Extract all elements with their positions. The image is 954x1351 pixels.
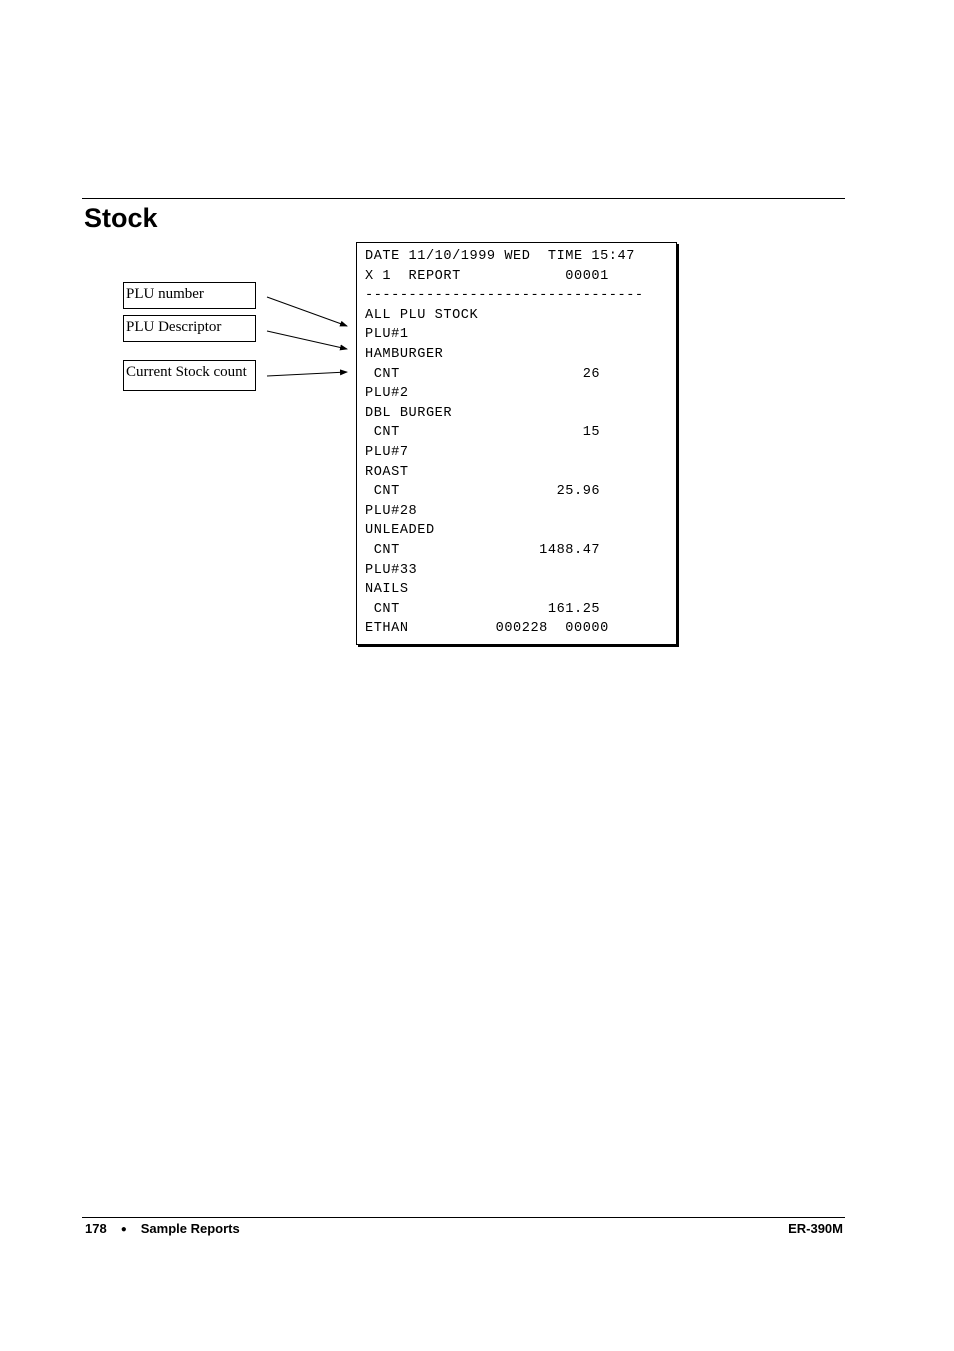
callout-stock-count: Current Stock count xyxy=(123,360,256,391)
footer-rule xyxy=(82,1217,845,1218)
callout-plu-descriptor: PLU Descriptor xyxy=(123,315,256,342)
receipt-line: ALL PLU STOCK xyxy=(365,307,479,323)
receipt-line: PLU#2 xyxy=(365,386,409,402)
receipt-line: CNT 25.96 xyxy=(365,484,601,500)
receipt-line: PLU#33 xyxy=(365,562,418,578)
arrow-stock-count xyxy=(267,372,347,376)
receipt-line: X 1 REPORT 00001 xyxy=(365,268,609,284)
receipt-line: ETHAN 000228 00000 xyxy=(365,621,609,637)
receipt-line: DBL BURGER xyxy=(365,405,453,421)
receipt-line: PLU#7 xyxy=(365,444,409,460)
receipt-line: CNT 26 xyxy=(365,366,601,382)
receipt-line: PLU#28 xyxy=(365,503,418,519)
footer-model: ER-390M xyxy=(788,1221,843,1236)
receipt-line: CNT 161.25 xyxy=(365,601,601,617)
section-name: Sample Reports xyxy=(140,1221,240,1236)
receipt-line: UNLEADED xyxy=(365,523,435,539)
arrow-plu-number xyxy=(267,297,347,326)
receipt-line: -------------------------------- xyxy=(365,288,644,304)
receipt-line: PLU#1 xyxy=(365,327,409,343)
receipt-line: DATE 11/10/1999 WED TIME 15:47 xyxy=(365,249,635,264)
receipt-line: CNT 15 xyxy=(365,425,601,441)
receipt-line: NAILS xyxy=(365,582,409,598)
page-number: 178 xyxy=(85,1221,107,1236)
arrow-plu-descriptor xyxy=(267,331,347,349)
page-title: Stock xyxy=(84,203,158,233)
receipt-line: ROAST xyxy=(365,464,409,480)
receipt-line: CNT 1488.47 xyxy=(365,542,601,558)
bullet-icon: ● xyxy=(120,1224,127,1235)
receipt-line: HAMBURGER xyxy=(365,346,444,362)
footer-left xyxy=(85,1220,240,1239)
callout-plu-number: PLU number xyxy=(123,282,256,309)
receipt-lines xyxy=(365,247,644,639)
receipt xyxy=(356,242,677,645)
